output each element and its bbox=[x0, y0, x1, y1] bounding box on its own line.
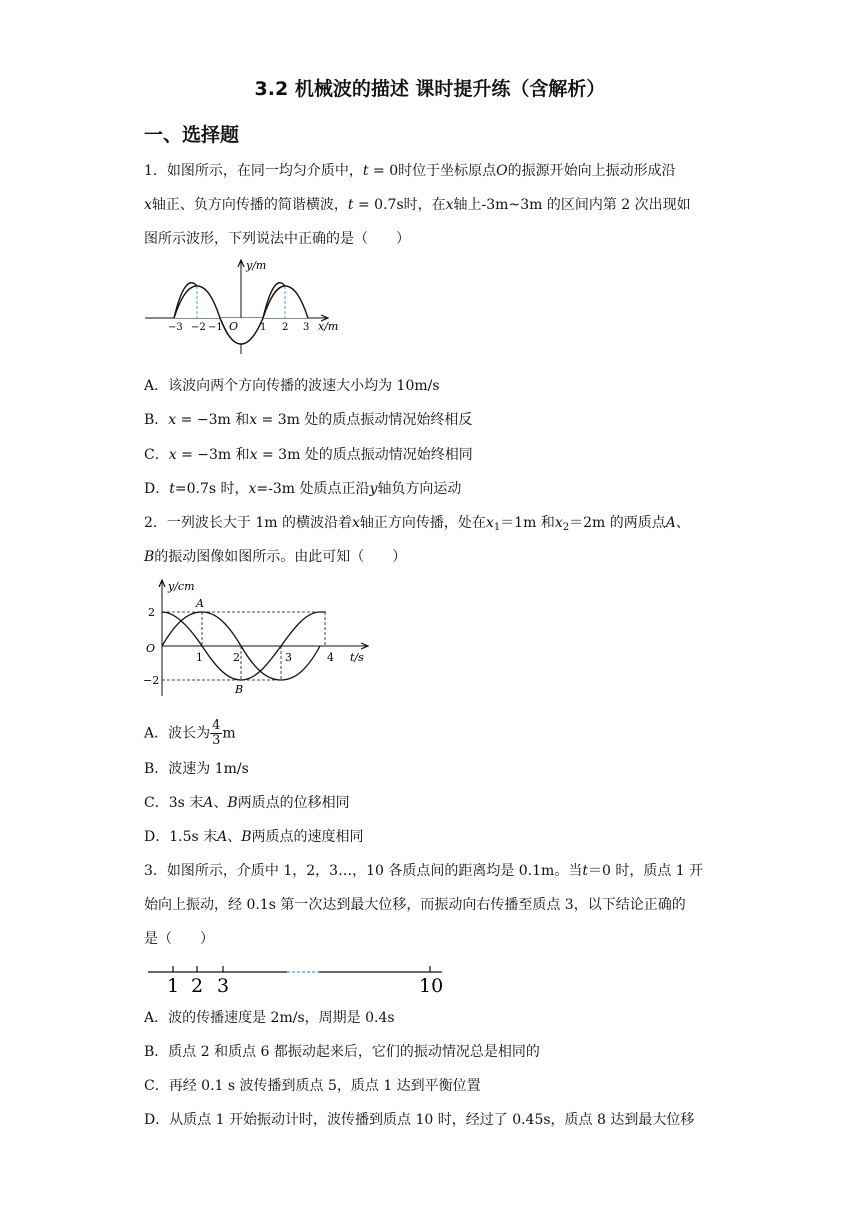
q3-option-a[interactable]: A．波的传播速度是 2m/s，周期是 0.4s bbox=[144, 1010, 395, 1026]
q1-option-d[interactable]: D．t=0.7s 时，x=-3m 处质点正沿y轴负方向运动 bbox=[144, 481, 462, 497]
q1-tick: 3 bbox=[303, 322, 310, 333]
q3-line-2: 始向上振动，经 0.1s 第一次达到最大位移，而振动向右传播至质点 3，以下结论正确的 bbox=[144, 897, 686, 913]
q2-ytick: 2 bbox=[148, 606, 155, 619]
q3-label: 1 bbox=[167, 975, 180, 997]
q1-tick: 2 bbox=[282, 322, 289, 333]
q2-point-a: A bbox=[196, 597, 204, 610]
q3-particle-figure bbox=[144, 958, 454, 998]
q2-origin: O bbox=[146, 642, 156, 655]
q2-line-1: 2．一列波长大于 1m 的横波沿着x轴正方向传播，处在$x_1=1m$ 和$x_2=2m$ 的两质点A、 bbox=[144, 515, 690, 533]
q1-option-a[interactable]: A．该波向两个方向传播的波速大小均为 10m/s bbox=[144, 378, 440, 394]
q2-ylabel: y/cm bbox=[168, 580, 195, 593]
q1-origin: O bbox=[229, 320, 239, 333]
q1-wave-figure bbox=[140, 256, 350, 356]
q1-tick: −2 bbox=[191, 322, 206, 333]
q2-xtick: 4 bbox=[327, 651, 334, 664]
q2-xtick: 2 bbox=[233, 651, 240, 664]
q2-vibration-figure bbox=[140, 576, 370, 700]
section-heading: 一、选择题 bbox=[144, 124, 240, 146]
q2-line-2: B的振动图像如图所示。由此可知（ ） bbox=[144, 549, 407, 565]
q3-label: 2 bbox=[191, 975, 204, 997]
q3-line-1: 3．如图所示，介质中 1，2，3…，10 各质点间的距离均是 0.1m。当t＝0 时，质点 1 开 bbox=[144, 863, 704, 879]
q2-option-c[interactable]: C．3s 末A、B两质点的位移相同 bbox=[144, 795, 350, 811]
q1-xlabel: x/m bbox=[318, 320, 339, 333]
q1-option-b[interactable]: B．x = −3m 和x = 3m 处的质点振动情况始终相反 bbox=[144, 412, 473, 428]
q2-option-d[interactable]: D．1.5s 末A、B两质点的速度相同 bbox=[144, 829, 364, 845]
q2-point-b: B bbox=[235, 683, 244, 696]
q1-line-1: 1．如图所示，在同一均匀介质中，t = 0时位于坐标原点O的振源开始向上振动形成沿 bbox=[144, 163, 676, 179]
q3-option-b[interactable]: B．质点 2 和质点 6 都振动起来后，它们的振动情况总是相同的 bbox=[144, 1044, 540, 1060]
q1-tick: −1 bbox=[208, 322, 223, 333]
q1-tick: 1 bbox=[260, 322, 267, 333]
page-title: 3.2 机械波的描述 课时提升练（含解析） bbox=[254, 78, 606, 100]
q3-label: 10 bbox=[419, 975, 444, 997]
q3-label: 3 bbox=[217, 975, 230, 997]
q3-option-d[interactable]: D．从质点 1 开始振动计时，波传播到质点 10 时，经过了 0.45s，质点 8 达到最大位移 bbox=[144, 1112, 695, 1128]
q2-ytick: −2 bbox=[143, 674, 160, 687]
q2-xtick: 3 bbox=[285, 651, 292, 664]
q1-tick: −3 bbox=[168, 322, 183, 333]
q2-xlabel: t/s bbox=[350, 651, 364, 664]
q2-xtick: 1 bbox=[196, 651, 203, 664]
q2-option-a[interactable]: A．波长为 $\frac{4}{3}$ m bbox=[144, 718, 236, 748]
q1-option-c[interactable]: C．x = −3m 和x = 3m 处的质点振动情况始终相同 bbox=[144, 447, 473, 463]
q3-line-3: 是（ ） bbox=[144, 931, 214, 947]
q3-option-c[interactable]: C．再经 0.1 s 波传播到质点 5，质点 1 达到平衡位置 bbox=[144, 1078, 481, 1094]
q1-line-3: 图所示波形，下列说法中正确的是（ ） bbox=[144, 231, 410, 247]
q1-ylabel: y/m bbox=[246, 259, 267, 272]
q2-option-b[interactable]: B．波速为 1m/s bbox=[144, 761, 249, 777]
q1-line-2: x轴正、负方向传播的简谐横波，t = 0.7s时，在x轴上-3m~3m 的区间内第 2 次出现如 bbox=[144, 197, 691, 213]
